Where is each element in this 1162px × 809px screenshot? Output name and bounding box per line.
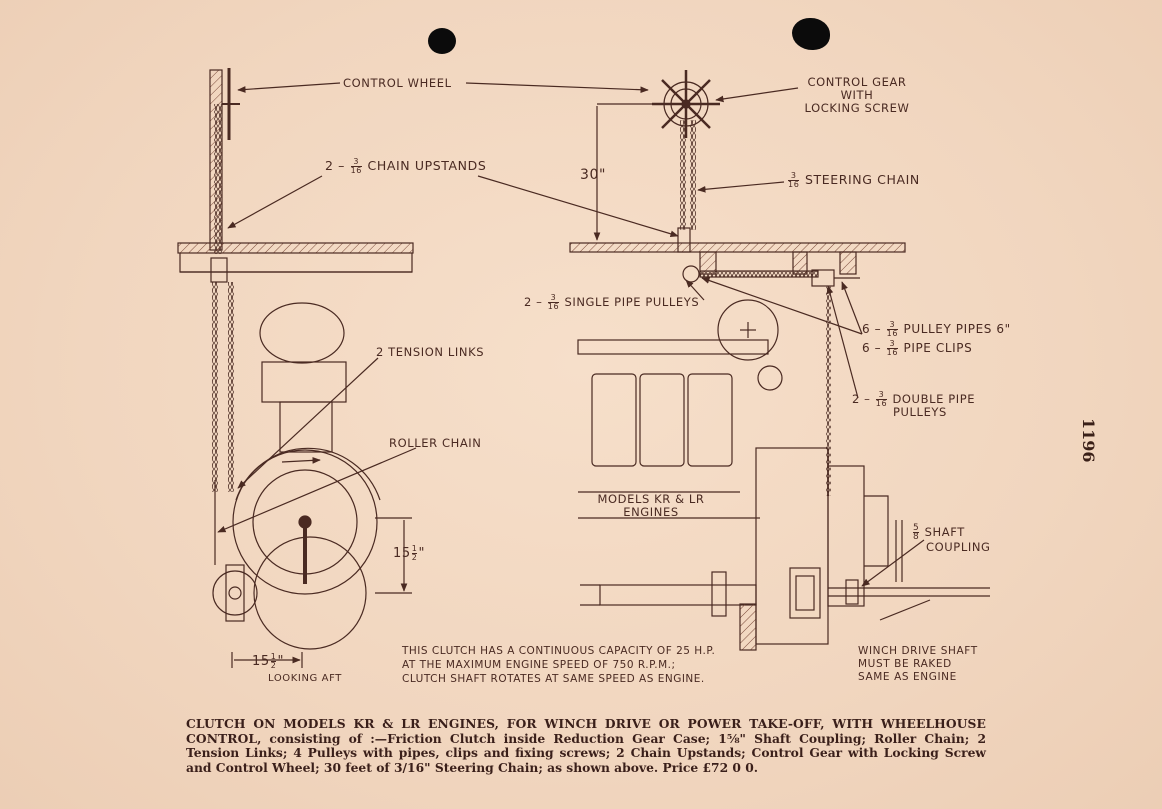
label-models-line1: MODELS KR & LR	[597, 492, 705, 506]
den: 16	[547, 302, 560, 311]
label-single-pipe-pulleys	[524, 294, 699, 311]
label-looking-aft: LOOKING AFT	[268, 673, 342, 684]
reduction-gear-case	[756, 448, 828, 644]
text: 6 –	[862, 322, 882, 336]
left-deck	[178, 243, 413, 253]
text: 15	[393, 546, 411, 561]
label-control-gear-line3: LOCKING SCREW	[804, 101, 910, 116]
label-pipe-clips	[862, 340, 972, 357]
text: SHAFT	[924, 525, 965, 539]
num: 3	[548, 294, 559, 303]
fraction	[887, 321, 898, 338]
label-tension-links: 2 TENSION LINKS	[376, 345, 485, 359]
label-control-wheel: CONTROL WHEEL	[343, 76, 452, 90]
catalogue-caption	[186, 717, 986, 775]
den: 16	[350, 166, 362, 175]
label-dim-15-half-horizontal: 15 $\frac{1}{2}$ "	[252, 652, 285, 670]
den: 16	[886, 329, 899, 338]
fraction	[548, 294, 559, 311]
num: 1	[270, 652, 277, 661]
fraction	[876, 391, 887, 408]
label-dim-15-half-vertical: 15 $\frac{1}{2}$ "	[393, 544, 426, 562]
fraction	[412, 545, 418, 562]
text: PIPE CLIPS	[903, 341, 973, 355]
page-number: 1196	[1079, 418, 1098, 463]
den: 2	[411, 553, 418, 562]
label-winch-line1: WINCH DRIVE SHAFT	[858, 645, 978, 657]
label-models	[586, 493, 716, 519]
text: SINGLE PIPE PULLEYS	[564, 295, 700, 309]
num: 3	[887, 340, 898, 349]
num: 1	[411, 544, 418, 553]
text: 2 –	[325, 158, 345, 173]
label-shaft-coupling	[912, 524, 965, 541]
text: CHAIN UPSTANDS	[367, 158, 487, 173]
label-double-pipe-pulleys-2: PULLEYS	[893, 405, 947, 419]
num: 3	[351, 158, 362, 167]
den: 2	[270, 661, 277, 670]
label-height-30: 30"	[580, 167, 607, 183]
fraction	[271, 653, 277, 670]
capacity-note-line2: AT THE MAXIMUM ENGINE SPEED OF 750 R.P.M.;	[402, 659, 676, 671]
engine-top-dome	[260, 303, 344, 363]
label-winch-line2: MUST BE RAKED	[858, 658, 952, 670]
right-deck	[570, 243, 905, 252]
den: 16	[886, 348, 899, 357]
label-roller-chain: ROLLER CHAIN	[389, 436, 482, 450]
label-chain-upstands	[325, 158, 486, 175]
fraction	[788, 172, 799, 189]
capacity-note	[402, 644, 715, 686]
label-winch-line3: SAME AS ENGINE	[858, 671, 957, 683]
label-control-gear-line2: WITH	[840, 88, 874, 103]
num: 3	[876, 391, 887, 400]
label-control-gear	[792, 76, 922, 116]
left-upstand-chain	[214, 104, 222, 254]
den: 16	[788, 180, 800, 189]
text: 2 –	[852, 392, 871, 406]
label-models-line2: ENGINES	[623, 505, 679, 520]
den: 16	[875, 399, 888, 408]
caption-title: CLUTCH ON MODELS KR & LR ENGINES, FOR WINCH DRIVE OR POWER TAKE-OFF, WITH WHEELHOUSE CONTROL,	[186, 716, 986, 746]
num: 3	[788, 172, 799, 181]
label-steering-chain	[787, 172, 920, 189]
num: 3	[887, 321, 898, 330]
caption-body: consisting of :—Friction Clutch inside Reduction Gear Case; 1⅝" Shaft Coupling; Roller Chain; 2 Tension Links; 4 Pulleys with pipes, clips and fixing screws; 2 Chain Upstands; Control Gear with Locking Screw and Control Wheel; 30 feet of 3/16" Steering Chain; as shown above. Price £72 0 0.	[186, 730, 986, 775]
left-lower-pulley	[213, 571, 257, 615]
text: PULLEY PIPES 6"	[903, 322, 1011, 336]
label-control-gear-line1: CONTROL GEAR	[807, 75, 907, 89]
label-pulley-pipes	[862, 321, 1011, 338]
fraction	[913, 524, 919, 541]
capacity-note-line1: THIS CLUTCH HAS A CONTINUOUS CAPACITY OF 25 H.P.	[402, 645, 716, 657]
label-shaft-coupling-2: COUPLING	[926, 540, 991, 554]
text: 2 –	[524, 295, 543, 309]
label-winch-drive	[858, 645, 978, 684]
capacity-note-line3: CLUTCH SHAFT ROTATES AT SAME SPEED AS ENGINE.	[402, 673, 705, 685]
text: 6 –	[862, 341, 882, 355]
text: 15	[252, 654, 270, 669]
den: 8	[913, 532, 920, 542]
num: 5	[913, 523, 920, 533]
text: DOUBLE PIPE	[892, 392, 976, 406]
fraction	[887, 340, 898, 357]
fraction	[351, 158, 362, 175]
text: STEERING CHAIN	[804, 172, 920, 187]
